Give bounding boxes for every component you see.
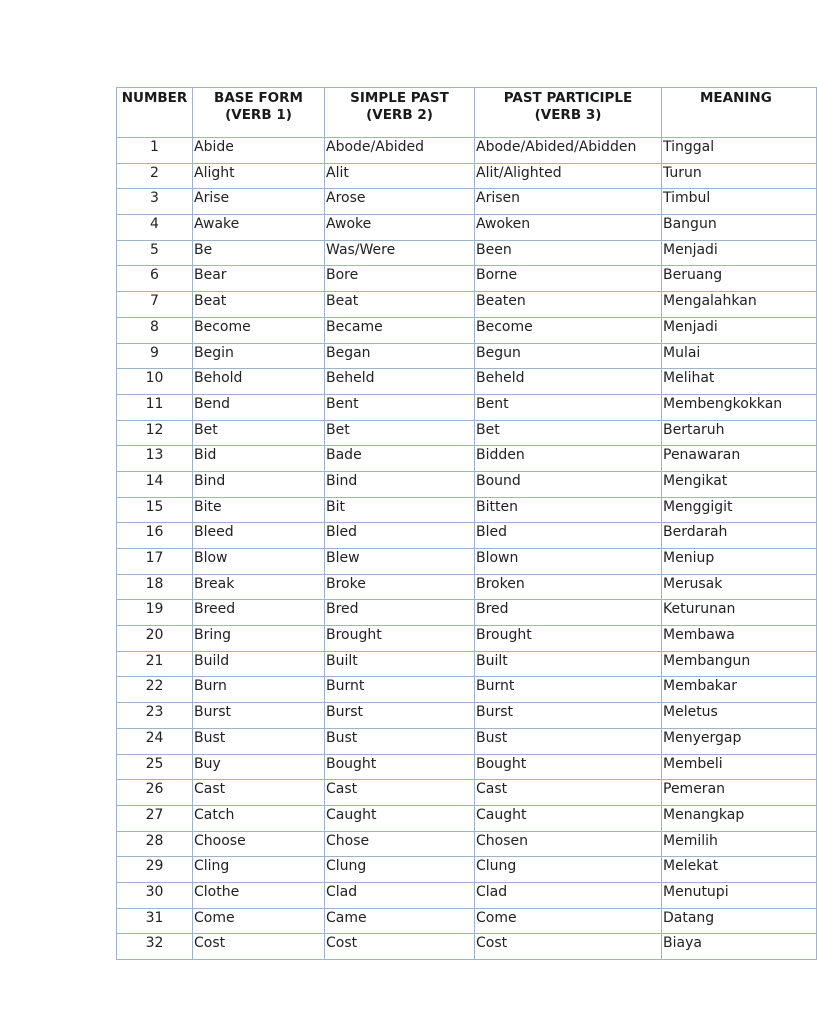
simple-past-cell: Became bbox=[325, 317, 475, 343]
table-row bbox=[117, 882, 817, 908]
past-participle-cell: Bent bbox=[475, 394, 662, 420]
meaning-cell: Bangun bbox=[662, 215, 817, 241]
row-number-cell: 24 bbox=[117, 728, 193, 754]
row-number-cell: 21 bbox=[117, 651, 193, 677]
base-form-cell: Bet bbox=[193, 420, 325, 446]
meaning-cell: Membawa bbox=[662, 626, 817, 652]
base-form-cell: Clothe bbox=[193, 882, 325, 908]
row-number-cell: 4 bbox=[117, 215, 193, 241]
row-number-cell: 18 bbox=[117, 574, 193, 600]
past-participle-cell: Clad bbox=[475, 882, 662, 908]
simple-past-cell: Awoke bbox=[325, 215, 475, 241]
meaning-cell: Beruang bbox=[662, 266, 817, 292]
simple-past-cell: Bust bbox=[325, 728, 475, 754]
base-form-cell: Cast bbox=[193, 780, 325, 806]
row-number-cell: 28 bbox=[117, 831, 193, 857]
meaning-cell: Menyergap bbox=[662, 728, 817, 754]
table-row bbox=[117, 831, 817, 857]
simple-past-cell: Clung bbox=[325, 857, 475, 883]
past-participle-cell: Alit/Alighted bbox=[475, 163, 662, 189]
base-form-cell: Catch bbox=[193, 805, 325, 831]
simple-past-cell: Was/Were bbox=[325, 240, 475, 266]
row-number-cell: 8 bbox=[117, 317, 193, 343]
meaning-cell: Menjadi bbox=[662, 317, 817, 343]
table-body bbox=[117, 138, 817, 960]
past-participle-cell: Burnt bbox=[475, 677, 662, 703]
base-form-cell: Alight bbox=[193, 163, 325, 189]
simple-past-cell: Bind bbox=[325, 471, 475, 497]
row-number-cell: 25 bbox=[117, 754, 193, 780]
simple-past-cell: Caught bbox=[325, 805, 475, 831]
table-row bbox=[117, 805, 817, 831]
past-participle-cell: Bidden bbox=[475, 446, 662, 472]
row-number-cell: 22 bbox=[117, 677, 193, 703]
simple-past-cell: Bent bbox=[325, 394, 475, 420]
simple-past-cell: Beat bbox=[325, 292, 475, 318]
meaning-cell: Menggigit bbox=[662, 497, 817, 523]
row-number-cell: 5 bbox=[117, 240, 193, 266]
past-participle-cell: Bound bbox=[475, 471, 662, 497]
meaning-cell: Menutupi bbox=[662, 882, 817, 908]
table-row bbox=[117, 292, 817, 318]
past-participle-cell: Blown bbox=[475, 549, 662, 575]
header-base-form-sub: (VERB 1) bbox=[225, 107, 292, 123]
row-number-cell: 30 bbox=[117, 882, 193, 908]
simple-past-cell: Beheld bbox=[325, 369, 475, 395]
past-participle-cell: Bitten bbox=[475, 497, 662, 523]
meaning-cell: Pemeran bbox=[662, 780, 817, 806]
simple-past-cell: Burnt bbox=[325, 677, 475, 703]
meaning-cell: Memilih bbox=[662, 831, 817, 857]
table-row bbox=[117, 574, 817, 600]
base-form-cell: Build bbox=[193, 651, 325, 677]
table-row bbox=[117, 138, 817, 164]
row-number-cell: 26 bbox=[117, 780, 193, 806]
row-number-cell: 20 bbox=[117, 626, 193, 652]
past-participle-cell: Chosen bbox=[475, 831, 662, 857]
past-participle-cell: Built bbox=[475, 651, 662, 677]
base-form-cell: Cling bbox=[193, 857, 325, 883]
meaning-cell: Keturunan bbox=[662, 600, 817, 626]
base-form-cell: Blow bbox=[193, 549, 325, 575]
past-participle-cell: Caught bbox=[475, 805, 662, 831]
table-row bbox=[117, 343, 817, 369]
base-form-cell: Begin bbox=[193, 343, 325, 369]
base-form-cell: Come bbox=[193, 908, 325, 934]
row-number-cell: 14 bbox=[117, 471, 193, 497]
base-form-cell: Beat bbox=[193, 292, 325, 318]
base-form-cell: Break bbox=[193, 574, 325, 600]
header-meaning bbox=[662, 88, 817, 138]
meaning-cell: Tinggal bbox=[662, 138, 817, 164]
past-participle-cell: Cast bbox=[475, 780, 662, 806]
row-number-cell: 1 bbox=[117, 138, 193, 164]
base-form-cell: Breed bbox=[193, 600, 325, 626]
meaning-cell: Mengalahkan bbox=[662, 292, 817, 318]
simple-past-cell: Built bbox=[325, 651, 475, 677]
table-row bbox=[117, 677, 817, 703]
simple-past-cell: Broke bbox=[325, 574, 475, 600]
table-row bbox=[117, 728, 817, 754]
past-participle-cell: Bled bbox=[475, 523, 662, 549]
simple-past-cell: Bade bbox=[325, 446, 475, 472]
row-number-cell: 6 bbox=[117, 266, 193, 292]
header-number-label: NUMBER bbox=[121, 90, 188, 106]
table-row bbox=[117, 215, 817, 241]
simple-past-cell: Burst bbox=[325, 703, 475, 729]
table-row bbox=[117, 163, 817, 189]
table-row bbox=[117, 497, 817, 523]
simple-past-cell: Cast bbox=[325, 780, 475, 806]
table-row bbox=[117, 626, 817, 652]
row-number-cell: 7 bbox=[117, 292, 193, 318]
base-form-cell: Burst bbox=[193, 703, 325, 729]
table-row bbox=[117, 420, 817, 446]
simple-past-cell: Bit bbox=[325, 497, 475, 523]
past-participle-cell: Bought bbox=[475, 754, 662, 780]
header-past-participle-sub: (VERB 3) bbox=[534, 107, 602, 123]
table-row bbox=[117, 369, 817, 395]
base-form-cell: Buy bbox=[193, 754, 325, 780]
table-row bbox=[117, 703, 817, 729]
base-form-cell: Arise bbox=[193, 189, 325, 215]
irregular-verbs-table bbox=[116, 87, 817, 960]
past-participle-cell: Bust bbox=[475, 728, 662, 754]
table-row bbox=[117, 549, 817, 575]
table-row bbox=[117, 754, 817, 780]
past-participle-cell: Been bbox=[475, 240, 662, 266]
verb-table-container bbox=[116, 87, 783, 960]
header-simple-past-sub: (VERB 2) bbox=[366, 107, 433, 123]
simple-past-cell: Arose bbox=[325, 189, 475, 215]
header-number bbox=[117, 88, 193, 138]
past-participle-cell: Bet bbox=[475, 420, 662, 446]
meaning-cell: Berdarah bbox=[662, 523, 817, 549]
meaning-cell: Menjadi bbox=[662, 240, 817, 266]
table-row bbox=[117, 780, 817, 806]
base-form-cell: Abide bbox=[193, 138, 325, 164]
row-number-cell: 23 bbox=[117, 703, 193, 729]
past-participle-cell: Cost bbox=[475, 934, 662, 960]
row-number-cell: 9 bbox=[117, 343, 193, 369]
header-meaning-label: MEANING bbox=[700, 90, 772, 106]
meaning-cell: Melihat bbox=[662, 369, 817, 395]
row-number-cell: 17 bbox=[117, 549, 193, 575]
past-participle-cell: Come bbox=[475, 908, 662, 934]
base-form-cell: Awake bbox=[193, 215, 325, 241]
meaning-cell: Mengikat bbox=[662, 471, 817, 497]
simple-past-cell: Came bbox=[325, 908, 475, 934]
row-number-cell: 29 bbox=[117, 857, 193, 883]
base-form-cell: Bite bbox=[193, 497, 325, 523]
meaning-cell: Menangkap bbox=[662, 805, 817, 831]
table-row bbox=[117, 908, 817, 934]
header-simple-past-label: SIMPLE PAST bbox=[350, 90, 449, 106]
past-participle-cell: Brought bbox=[475, 626, 662, 652]
table-row bbox=[117, 523, 817, 549]
past-participle-cell: Bred bbox=[475, 600, 662, 626]
meaning-cell: Turun bbox=[662, 163, 817, 189]
past-participle-cell: Broken bbox=[475, 574, 662, 600]
base-form-cell: Bust bbox=[193, 728, 325, 754]
header-row bbox=[117, 88, 817, 138]
past-participle-cell: Abode/Abided/Abidden bbox=[475, 138, 662, 164]
table-row bbox=[117, 189, 817, 215]
row-number-cell: 3 bbox=[117, 189, 193, 215]
base-form-cell: Bend bbox=[193, 394, 325, 420]
base-form-cell: Choose bbox=[193, 831, 325, 857]
base-form-cell: Bid bbox=[193, 446, 325, 472]
row-number-cell: 11 bbox=[117, 394, 193, 420]
meaning-cell: Membeli bbox=[662, 754, 817, 780]
simple-past-cell: Bore bbox=[325, 266, 475, 292]
header-base-form-label: BASE FORM bbox=[214, 90, 303, 106]
past-participle-cell: Burst bbox=[475, 703, 662, 729]
meaning-cell: Membangun bbox=[662, 651, 817, 677]
past-participle-cell: Beaten bbox=[475, 292, 662, 318]
simple-past-cell: Bought bbox=[325, 754, 475, 780]
base-form-cell: Behold bbox=[193, 369, 325, 395]
row-number-cell: 27 bbox=[117, 805, 193, 831]
simple-past-cell: Chose bbox=[325, 831, 475, 857]
simple-past-cell: Brought bbox=[325, 626, 475, 652]
table-row bbox=[117, 600, 817, 626]
simple-past-cell: Alit bbox=[325, 163, 475, 189]
past-participle-cell: Become bbox=[475, 317, 662, 343]
past-participle-cell: Awoken bbox=[475, 215, 662, 241]
row-number-cell: 15 bbox=[117, 497, 193, 523]
table-row bbox=[117, 317, 817, 343]
past-participle-cell: Arisen bbox=[475, 189, 662, 215]
past-participle-cell: Beheld bbox=[475, 369, 662, 395]
table-row bbox=[117, 240, 817, 266]
table-row bbox=[117, 471, 817, 497]
base-form-cell: Be bbox=[193, 240, 325, 266]
simple-past-cell: Bled bbox=[325, 523, 475, 549]
simple-past-cell: Bet bbox=[325, 420, 475, 446]
meaning-cell: Melekat bbox=[662, 857, 817, 883]
meaning-cell: Membengkokkan bbox=[662, 394, 817, 420]
table-row bbox=[117, 446, 817, 472]
header-past-participle bbox=[475, 88, 662, 138]
row-number-cell: 10 bbox=[117, 369, 193, 395]
row-number-cell: 2 bbox=[117, 163, 193, 189]
base-form-cell: Cost bbox=[193, 934, 325, 960]
meaning-cell: Merusak bbox=[662, 574, 817, 600]
base-form-cell: Bleed bbox=[193, 523, 325, 549]
table-row bbox=[117, 266, 817, 292]
simple-past-cell: Abode/Abided bbox=[325, 138, 475, 164]
table-row bbox=[117, 651, 817, 677]
row-number-cell: 12 bbox=[117, 420, 193, 446]
simple-past-cell: Blew bbox=[325, 549, 475, 575]
simple-past-cell: Bred bbox=[325, 600, 475, 626]
past-participle-cell: Clung bbox=[475, 857, 662, 883]
base-form-cell: Bear bbox=[193, 266, 325, 292]
meaning-cell: Meletus bbox=[662, 703, 817, 729]
simple-past-cell: Clad bbox=[325, 882, 475, 908]
table-row bbox=[117, 934, 817, 960]
meaning-cell: Datang bbox=[662, 908, 817, 934]
header-base-form bbox=[193, 88, 325, 138]
meaning-cell: Biaya bbox=[662, 934, 817, 960]
meaning-cell: Bertaruh bbox=[662, 420, 817, 446]
row-number-cell: 16 bbox=[117, 523, 193, 549]
row-number-cell: 19 bbox=[117, 600, 193, 626]
meaning-cell: Timbul bbox=[662, 189, 817, 215]
base-form-cell: Burn bbox=[193, 677, 325, 703]
base-form-cell: Bring bbox=[193, 626, 325, 652]
row-number-cell: 31 bbox=[117, 908, 193, 934]
table-row bbox=[117, 857, 817, 883]
meaning-cell: Penawaran bbox=[662, 446, 817, 472]
base-form-cell: Become bbox=[193, 317, 325, 343]
meaning-cell: Membakar bbox=[662, 677, 817, 703]
past-participle-cell: Begun bbox=[475, 343, 662, 369]
header-past-participle-label: PAST PARTICIPLE bbox=[503, 90, 633, 106]
row-number-cell: 13 bbox=[117, 446, 193, 472]
row-number-cell: 32 bbox=[117, 934, 193, 960]
simple-past-cell: Began bbox=[325, 343, 475, 369]
table-row bbox=[117, 394, 817, 420]
simple-past-cell: Cost bbox=[325, 934, 475, 960]
base-form-cell: Bind bbox=[193, 471, 325, 497]
meaning-cell: Mulai bbox=[662, 343, 817, 369]
header-simple-past bbox=[325, 88, 475, 138]
past-participle-cell: Borne bbox=[475, 266, 662, 292]
meaning-cell: Meniup bbox=[662, 549, 817, 575]
